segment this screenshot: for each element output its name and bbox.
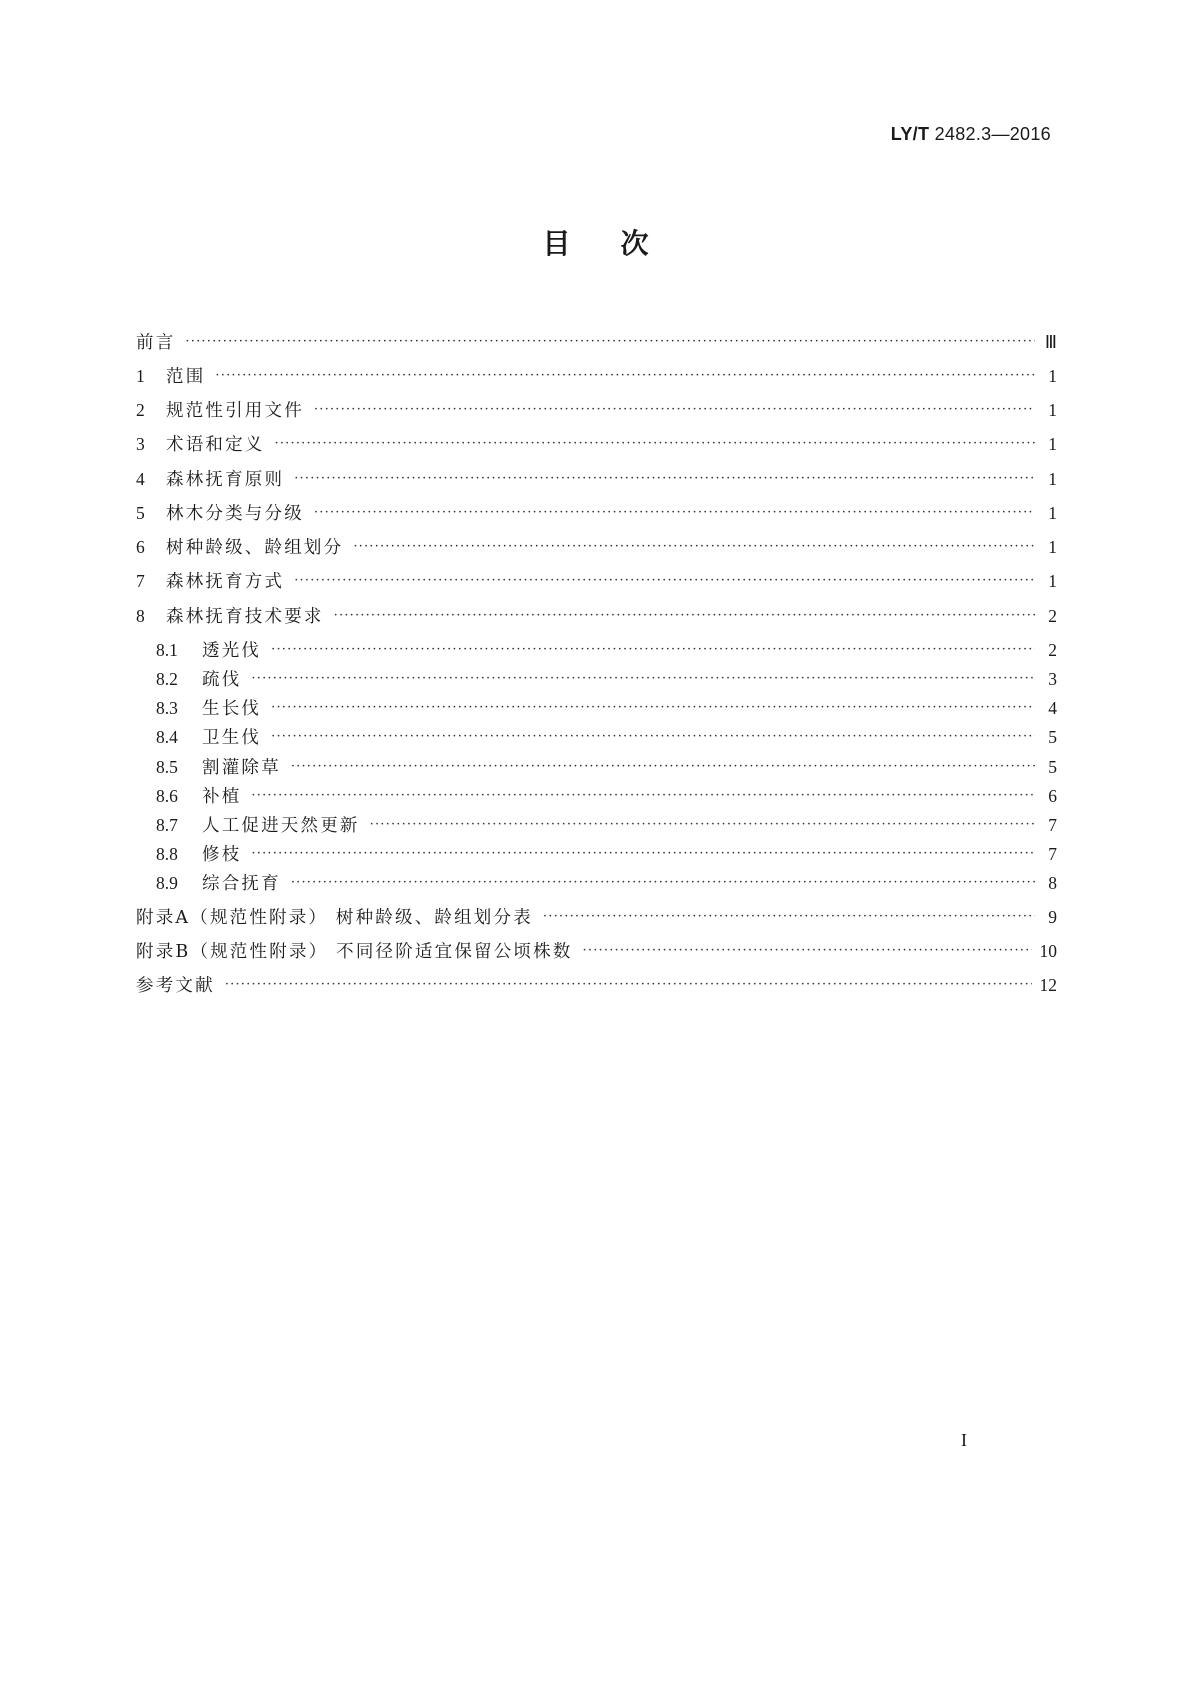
dot-leader bbox=[543, 903, 1035, 931]
toc-entry-page: 7 bbox=[1048, 844, 1057, 864]
toc-entry-page: 12 bbox=[1039, 975, 1057, 995]
dot-leader bbox=[370, 811, 1035, 839]
toc-entry-label: 附录B（规范性附录） 不同径阶适宜保留公顷株数 bbox=[136, 942, 573, 962]
toc-entry-label: 透光伐 bbox=[202, 641, 262, 661]
toc-entry-number: 8.1 bbox=[156, 640, 178, 660]
toc-entry-number: 2 bbox=[136, 400, 145, 420]
toc-entry-number: 6 bbox=[136, 537, 145, 557]
toc-entry-number: 5 bbox=[136, 503, 145, 523]
dot-leader bbox=[353, 533, 1035, 561]
standard-number: 2482.3—2016 bbox=[934, 124, 1051, 144]
dot-leader bbox=[185, 328, 1035, 356]
toc-entry[interactable] bbox=[136, 971, 1057, 999]
toc-entry-label: 生长伐 bbox=[202, 699, 262, 719]
toc-entry-number: 8.5 bbox=[156, 757, 178, 777]
dot-leader bbox=[251, 840, 1035, 868]
toc-entry-page: 9 bbox=[1048, 907, 1057, 927]
toc-entry-page: 6 bbox=[1048, 786, 1057, 806]
dot-leader bbox=[294, 567, 1035, 595]
dot-leader bbox=[314, 396, 1035, 424]
toc-entry-number: 8.8 bbox=[156, 844, 178, 864]
toc-entry-page: Ⅲ bbox=[1044, 332, 1057, 352]
toc-entry-label: 树种龄级、龄组划分 bbox=[166, 538, 344, 558]
toc-entry[interactable] bbox=[136, 430, 1057, 458]
toc-entry-number: 8.2 bbox=[156, 669, 178, 689]
toc-entry-page: 1 bbox=[1048, 366, 1057, 386]
toc-subentry[interactable] bbox=[156, 869, 1057, 897]
toc-entry-label: 森林抚育原则 bbox=[166, 470, 285, 490]
toc-entry-number: 8 bbox=[136, 606, 145, 626]
dot-leader bbox=[225, 971, 1032, 999]
dot-leader bbox=[271, 723, 1035, 751]
toc-entry-label: 卫生伐 bbox=[202, 728, 262, 748]
toc-entry-label: 参考文献 bbox=[136, 976, 215, 996]
dot-leader bbox=[275, 430, 1036, 458]
toc-entry-label: 综合抚育 bbox=[202, 874, 281, 894]
toc-entry-page: 1 bbox=[1048, 469, 1057, 489]
dot-leader bbox=[271, 636, 1035, 664]
toc-entry[interactable] bbox=[136, 602, 1057, 630]
toc-entry-page: 1 bbox=[1048, 503, 1057, 523]
toc-entry-page: 7 bbox=[1048, 815, 1057, 835]
toc-entry-page: 1 bbox=[1048, 400, 1057, 420]
toc-subentry[interactable] bbox=[156, 753, 1057, 781]
toc-entry-label: 附录A（规范性附录） 树种龄级、龄组划分表 bbox=[136, 908, 533, 928]
toc-entry-page: 3 bbox=[1048, 669, 1057, 689]
dot-leader bbox=[271, 694, 1035, 722]
toc-subentry[interactable] bbox=[156, 811, 1057, 839]
toc-entry-label: 规范性引用文件 bbox=[166, 401, 304, 421]
toc-entry-label: 人工促进天然更新 bbox=[202, 816, 360, 836]
toc-subentry[interactable] bbox=[156, 665, 1057, 693]
toc-entry-page: 2 bbox=[1048, 640, 1057, 660]
toc-entry-number: 8.3 bbox=[156, 698, 178, 718]
toc-subentry[interactable] bbox=[156, 840, 1057, 868]
toc-entry[interactable] bbox=[136, 533, 1057, 561]
dot-leader bbox=[291, 869, 1035, 897]
toc-entry-number: 7 bbox=[136, 571, 145, 591]
toc-entry-label: 林木分类与分级 bbox=[166, 504, 304, 524]
dot-leader bbox=[294, 465, 1035, 493]
dot-leader bbox=[291, 753, 1035, 781]
toc-entry-page: 10 bbox=[1039, 941, 1057, 961]
dot-leader bbox=[334, 602, 1035, 630]
toc-entry-page: 1 bbox=[1048, 571, 1057, 591]
toc-entry-label: 森林抚育技术要求 bbox=[166, 607, 324, 627]
toc-entry-number: 1 bbox=[136, 366, 145, 386]
toc-entry-page: 5 bbox=[1048, 727, 1057, 747]
toc-entry-page: 5 bbox=[1048, 757, 1057, 777]
toc-entry[interactable] bbox=[136, 937, 1057, 965]
toc-entry-number: 8.6 bbox=[156, 786, 178, 806]
dot-leader bbox=[583, 937, 1032, 965]
dot-leader bbox=[314, 499, 1035, 527]
toc-entry-number: 8.7 bbox=[156, 815, 178, 835]
toc-entry[interactable] bbox=[136, 362, 1057, 390]
toc-entry-label: 森林抚育方式 bbox=[166, 572, 285, 592]
toc-entry[interactable] bbox=[136, 465, 1057, 493]
toc-entry-number: 8.4 bbox=[156, 727, 178, 747]
dot-leader bbox=[251, 665, 1035, 693]
toc-entry-page: 4 bbox=[1048, 698, 1057, 718]
toc-subentry[interactable] bbox=[156, 782, 1057, 810]
toc-entry[interactable] bbox=[136, 499, 1057, 527]
toc-entry-label: 修枝 bbox=[202, 845, 242, 865]
toc-entry-number: 8.9 bbox=[156, 873, 178, 893]
toc-entry-label: 割灌除草 bbox=[202, 758, 281, 778]
toc-entry-page: 8 bbox=[1048, 873, 1057, 893]
toc-entry[interactable] bbox=[136, 903, 1057, 931]
toc-entry[interactable] bbox=[136, 396, 1057, 424]
dot-leader bbox=[251, 782, 1035, 810]
toc-subentry[interactable] bbox=[156, 723, 1057, 751]
page-number: I bbox=[961, 1430, 967, 1450]
toc-entry[interactable] bbox=[136, 328, 1057, 356]
standard-header bbox=[891, 124, 1051, 145]
toc-entry[interactable] bbox=[136, 567, 1057, 595]
toc-entry-page: 2 bbox=[1048, 606, 1057, 626]
toc-entry-label: 范围 bbox=[166, 367, 206, 387]
toc-entry-number: 4 bbox=[136, 469, 145, 489]
toc-subentry[interactable] bbox=[156, 636, 1057, 664]
toc-entry-page: 1 bbox=[1048, 537, 1057, 557]
toc-entry-label: 补植 bbox=[202, 787, 242, 807]
toc-entry-page: 1 bbox=[1048, 434, 1057, 454]
toc-entry-label: 前言 bbox=[136, 333, 176, 353]
page-title: 目次 bbox=[542, 227, 699, 260]
toc-entry-label: 术语和定义 bbox=[166, 435, 265, 455]
dot-leader bbox=[215, 362, 1035, 390]
toc-subentry[interactable] bbox=[156, 694, 1057, 722]
toc-entry-number: 3 bbox=[136, 434, 145, 454]
standard-prefix: LY/T bbox=[890, 124, 930, 144]
toc-entry-label: 疏伐 bbox=[202, 670, 242, 690]
